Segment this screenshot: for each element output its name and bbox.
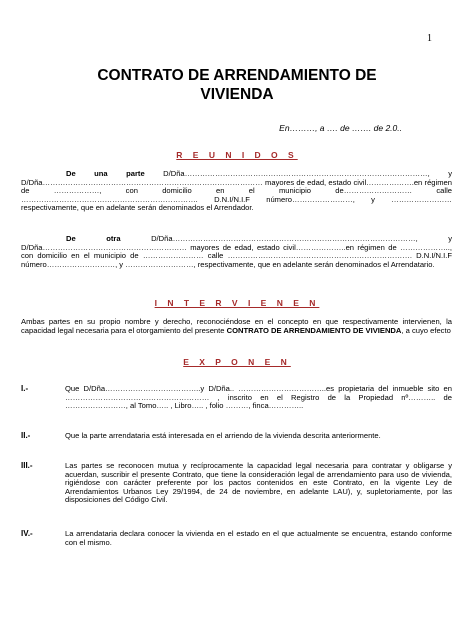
clause-number: III.- (21, 461, 33, 470)
exponen-heading: E X P O N E N (183, 357, 291, 367)
page-number: 1 (427, 33, 432, 44)
clause-2 (21, 432, 452, 441)
clause-text: Que D/Dña………………………………..y D/Dña.. ……………………………..es propietaria del inmueble sito en ………………………………………………… , inscrito en el Registro de la Propiedad nº……….. de ……………………, al Tomo….. , Libro….. , folio ………, finca………….. (65, 384, 452, 411)
paragraph-intervienen (21, 318, 452, 335)
clause-text: Que la parte arrendataria está interesada en el arriendo de la vivienda descrita anteriormente. (65, 431, 381, 440)
otra-text: D/Dña……………………………………………………………………………………, y D/Dña………………………………………………… mayores de edad, estado civil………………..en régimen de ……………….., con domicilio en el municipio de …………………… calle ………………………………………………………………. D.N.I/N.I.F número………………………, y ………………………, respectivamente, que en adelante serán denominados el Arrendatario. (21, 234, 452, 269)
parte-label: De una parte (66, 169, 145, 178)
clause-number: II.- (21, 431, 31, 440)
title-line-2: VIVIENDA (200, 86, 274, 103)
title-line-1: CONTRATO DE ARRENDAMIENTO DE (97, 67, 377, 84)
paragraph-arrendador (21, 170, 452, 213)
clause-number: I.- (21, 384, 29, 393)
parte-text: D/Dña……………………………………………………………………………………, y D/Dña…………………………………………………………………………… mayores de edad, estado civil……………….en régimen de ………………, con domicilio en el municipio de……………………… calle ……………………………………………………………. D.N.I/N.I.F número……………………, y …………………… respectivamente, que en adelante serán denominados el Arrendador. (21, 169, 452, 213)
clause-text: La arrendataria declara conocer la vivienda en el estado en el que actualmente se encuentra, estando conforme con el mismo. (65, 529, 452, 547)
reunidos-heading: R E U N I D O S (176, 150, 298, 160)
clause-4 (21, 530, 452, 547)
intervienen-heading: I N T E R V I E N E N (154, 298, 320, 308)
intervienen-contract-name: CONTRATO DE ARRENDAMIENTO DE VIVIENDA (226, 325, 402, 335)
clause-text: Las partes se reconocen mutua y recíprocamente la capacidad legal necesaria para contratar y obligarse y acuerdan, suscribir el presente Contrato, que tiene la consideración legal de arrendamiento para uso de vivienda, rigiéndose con carácter preferente por los pactos contenidos en este Contrato, en la vigente Ley de Arrendamientos Urbanos Ley 29/1994, de 24 de noviembre, en adelante LAU), y, supletoriamente, por las disposiciones del Código Civil. (65, 461, 452, 505)
intervienen-text-before: Ambas partes en su propio nombre y derecho, reconociéndose en el concepto en que respectivamente intervienen, la capacidad legal necesaria para el otorgamiento del presente (21, 317, 452, 335)
document-title (40, 66, 434, 104)
otra-label: De otra (66, 234, 121, 243)
clause-1 (21, 385, 452, 411)
intervienen-text-after: , a cuyo efecto (401, 325, 451, 335)
clause-number: IV.- (21, 529, 33, 538)
clause-3 (21, 462, 452, 505)
date-line: En………, a …. de ……. de 2.0.. (279, 123, 402, 133)
paragraph-arrendatario (21, 235, 452, 269)
